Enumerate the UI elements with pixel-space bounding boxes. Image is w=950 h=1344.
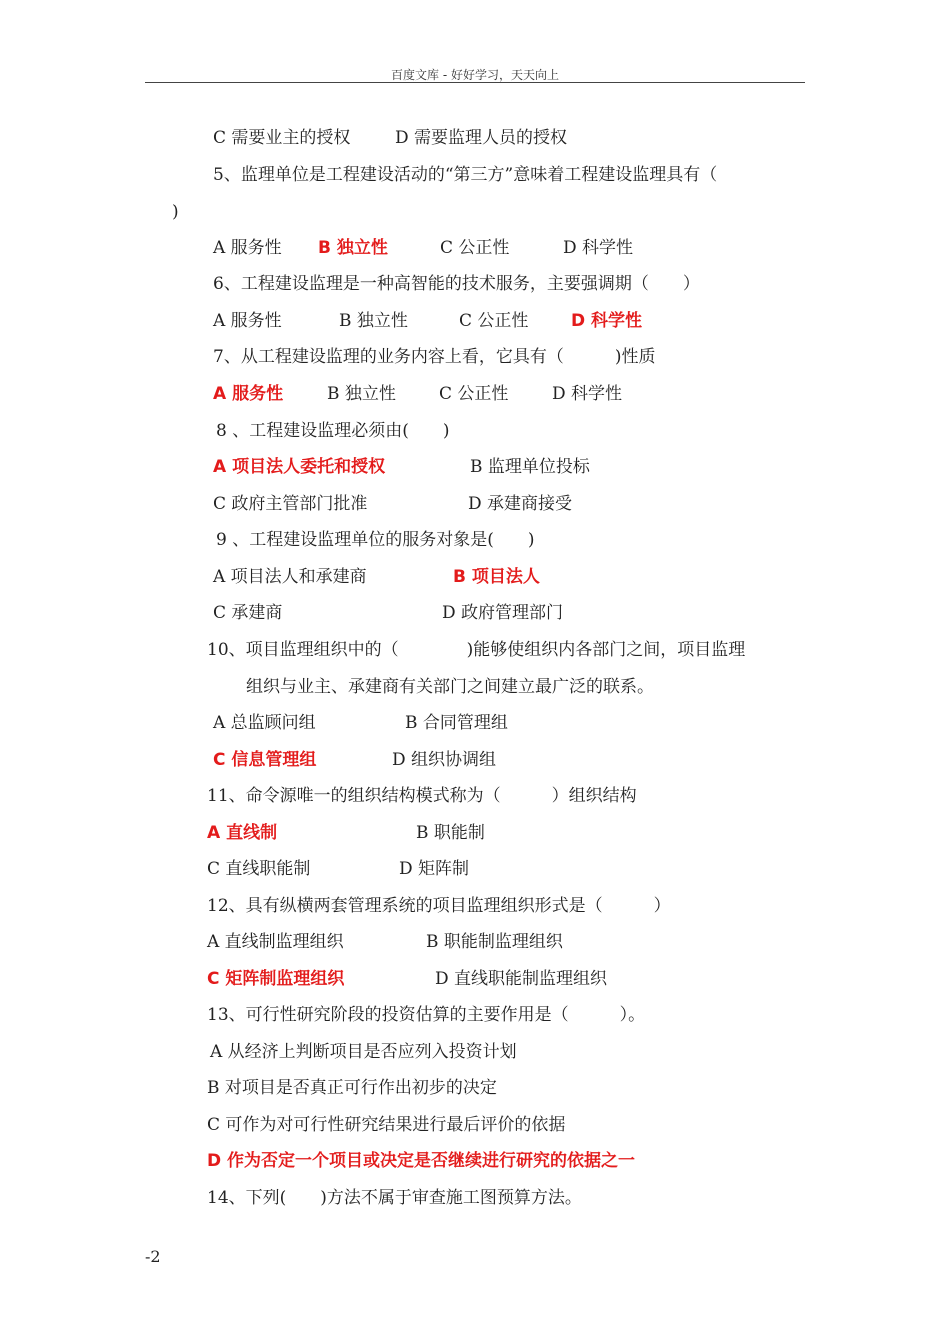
text-line	[416, 822, 485, 844]
text-span: C 可作为对可行性研究结果进行最后评价的依据	[207, 1115, 566, 1135]
text-span: 6、工程建设监理是一种高智能的技术服务，主要强调期（ ）	[213, 274, 700, 294]
page-number: -2	[145, 1247, 161, 1266]
text-span: D 需要监理人员的授权	[395, 128, 568, 148]
text-span: A 服务性	[213, 311, 282, 331]
answer-option: A 直线制	[207, 823, 278, 843]
text-line	[207, 968, 344, 990]
text-span: B 对项目是否真正可行作出初步的决定	[207, 1078, 497, 1098]
text-line	[210, 1041, 517, 1063]
text-line	[213, 383, 283, 405]
text-line	[207, 639, 745, 661]
text-line	[318, 237, 388, 259]
text-line	[468, 493, 572, 515]
text-span: B 合同管理组	[405, 713, 508, 733]
text-span: D 矩阵制	[399, 859, 470, 879]
text-span: C 公正性	[440, 238, 510, 258]
header-rule	[145, 82, 805, 83]
text-line	[426, 931, 563, 953]
text-span: C 政府主管部门批准	[213, 494, 368, 514]
text-span: B 独立性	[339, 311, 408, 331]
text-line	[552, 383, 622, 405]
text-span: A 总监顾问组	[213, 713, 316, 733]
text-span: )	[172, 202, 179, 222]
text-line	[207, 1004, 645, 1026]
text-line	[213, 749, 316, 771]
text-line	[216, 529, 534, 551]
text-line	[213, 712, 316, 734]
text-span: 13、可行性研究阶段的投资估算的主要作用是（ ）。	[207, 1005, 646, 1025]
answer-option: D 作为否定一个项目或决定是否继续进行研究的依据之一	[207, 1151, 636, 1171]
text-line	[213, 602, 282, 624]
text-span: D 直线职能制监理组织	[435, 969, 608, 989]
answer-option: A 服务性	[213, 384, 284, 404]
text-span: 11、命令源唯一的组织结构模式称为（ ）组织结构	[207, 786, 637, 806]
text-line	[213, 566, 367, 588]
text-line	[207, 1187, 582, 1209]
text-span: B 职能制监理组织	[426, 932, 563, 952]
text-span: C 承建商	[213, 603, 283, 623]
text-line	[405, 712, 508, 734]
page-header: 百度文库 - 好好学习，天天向上	[391, 68, 559, 82]
answer-option: C 信息管理组	[213, 750, 317, 770]
text-span: 10、项目监理组织中的（ )能够使组织内各部门之间，项目监理	[207, 640, 746, 660]
text-span: 12、具有纵横两套管理系统的项目监理组织形式是（ ）	[207, 896, 671, 916]
text-line	[207, 858, 310, 880]
text-line	[435, 968, 607, 990]
text-line	[339, 310, 408, 332]
text-line	[395, 127, 567, 149]
text-span: A 项目法人和承建商	[213, 567, 367, 587]
text-line	[207, 1150, 635, 1172]
text-line	[442, 602, 563, 624]
text-span: 8 、工程建设监理必须由( )	[216, 421, 450, 441]
text-line	[216, 420, 449, 442]
text-span: 14、下列( )方法不属于审查施工图预算方法。	[207, 1188, 582, 1208]
text-line	[213, 273, 700, 295]
text-line	[213, 310, 282, 332]
text-line	[213, 237, 282, 259]
text-span: C 直线职能制	[207, 859, 311, 879]
text-line	[207, 895, 671, 917]
text-span: C 公正性	[459, 311, 529, 331]
text-line	[459, 310, 528, 332]
text-line	[172, 201, 179, 223]
text-span: A 服务性	[213, 238, 282, 258]
text-span: B 监理单位投标	[470, 457, 590, 477]
text-line	[246, 676, 654, 698]
text-span: 组织与业主、承建商有关部门之间建立最广泛的联系。	[246, 677, 654, 697]
text-span: D 科学性	[563, 238, 634, 258]
text-line	[207, 1077, 497, 1099]
text-line	[392, 749, 496, 771]
text-span: C 需要业主的授权	[213, 128, 351, 148]
text-line	[571, 310, 642, 332]
text-span: 9 、工程建设监理单位的服务对象是( )	[216, 530, 535, 550]
text-line	[439, 383, 508, 405]
answer-option: B 项目法人	[453, 567, 540, 587]
text-line	[453, 566, 540, 588]
text-span: 7、从工程建设监理的业务内容上看，它具有（ )性质	[213, 347, 656, 367]
text-line	[563, 237, 633, 259]
text-line	[207, 822, 277, 844]
answer-option: D 科学性	[571, 311, 643, 331]
text-line	[470, 456, 590, 478]
text-line	[213, 493, 367, 515]
text-line	[213, 127, 350, 149]
text-span: D 承建商接受	[468, 494, 573, 514]
text-line	[213, 346, 655, 368]
text-line	[327, 383, 396, 405]
text-span: D 组织协调组	[392, 750, 497, 770]
text-line	[207, 785, 637, 807]
text-span: B 职能制	[416, 823, 485, 843]
text-line	[399, 858, 469, 880]
text-span: B 独立性	[327, 384, 396, 404]
answer-option: B 独立性	[318, 238, 388, 258]
text-line	[207, 1114, 565, 1136]
text-line	[440, 237, 509, 259]
text-span: D 政府管理部门	[442, 603, 564, 623]
text-line	[213, 164, 717, 186]
text-span: A 从经济上判断项目是否应列入投资计划	[210, 1042, 517, 1062]
text-span: A 直线制监理组织	[207, 932, 344, 952]
text-line	[213, 456, 385, 478]
text-span: D 科学性	[552, 384, 623, 404]
text-span: C 公正性	[439, 384, 509, 404]
answer-option: C 矩阵制监理组织	[207, 969, 345, 989]
text-line	[207, 931, 344, 953]
answer-option: A 项目法人委托和授权	[213, 457, 386, 477]
text-span: 5、监理单位是工程建设活动的“第三方”意味着工程建设监理具有（	[213, 165, 718, 185]
